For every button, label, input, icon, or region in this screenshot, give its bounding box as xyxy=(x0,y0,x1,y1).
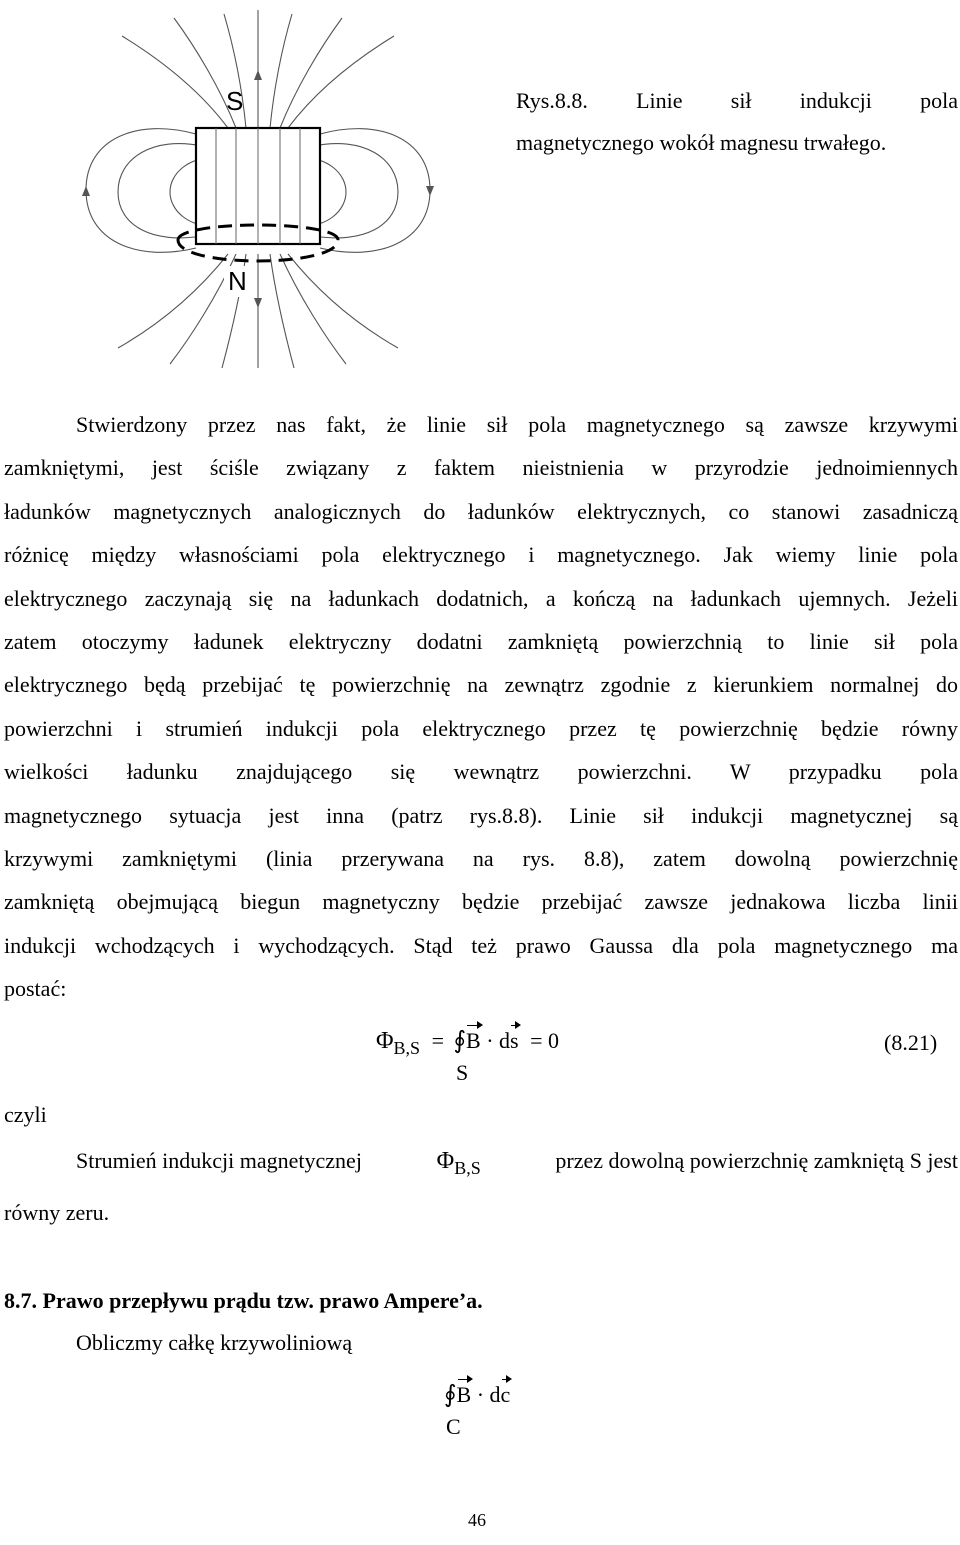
integral-surface-label: S xyxy=(456,1060,469,1085)
paragraph-line: Stwierdzony przez nas fakt, że linie sił pola magnetycznego są zawsze krzywymi xyxy=(76,412,958,437)
paragraph-line: krzywymi zamkniętymi (linia przerywana na rys. 8.8), zatem dowolną powierzchnię xyxy=(4,845,958,871)
figure-caption-line2: magnetycznego wokół magnesu trwałego. xyxy=(516,130,887,155)
section-heading: 8.7. Prawo przepływu prądu tzw. prawo Ampere’a. xyxy=(4,1288,483,1313)
paragraph-line: wielkości ładunku znajdującego się wewnątrz powierzchni. W przypadku pola xyxy=(4,759,958,785)
page-number: 46 xyxy=(468,1510,486,1530)
czyli-text: czyli xyxy=(4,1102,47,1127)
differential-d: d xyxy=(499,1028,511,1053)
equation-8-21 xyxy=(376,1026,560,1058)
paragraph-line: różnicę między własnościami pola elektrycznego i magnetycznego. Jak wiemy linie pola xyxy=(4,542,958,568)
paragraph-line: zamkniętymi, jest ściśle związany z faktem nieistnienia w przyrodzie jednoimiennych xyxy=(4,455,958,481)
field-lines-diagram xyxy=(78,8,438,370)
vector-b: B xyxy=(456,1382,472,1407)
paragraph-line: postać: xyxy=(4,976,67,1002)
paragraph-line: ładunków magnetycznych analogicznych do ładunków elektrycznych, co stanowi zasadniczą xyxy=(4,498,958,524)
contour-integral-symbol: ∮ xyxy=(444,1382,457,1408)
equation-rhs: = 0 xyxy=(530,1028,560,1053)
figure-caption-line1: Rys.8.8. Linie sił indukcji pola xyxy=(516,88,958,113)
differential-d: d xyxy=(489,1382,501,1407)
equation-number: (8.21) xyxy=(884,1030,938,1055)
paragraph-line: magnetycznego sytuacja jest inna (patrz rys.8.8). Linie sił indukcji magnetycznej są xyxy=(4,802,958,828)
vector-s: s xyxy=(510,1028,519,1053)
line-integral-expression xyxy=(444,1380,510,1409)
paragraph-line: elektrycznego zaczynają się na ładunkach dodatnich, a kończą na ładunkach ujemnych. Jeżeli xyxy=(4,585,958,611)
equation-subscript: B,S xyxy=(393,1038,421,1058)
statement-subscript: B,S xyxy=(454,1158,481,1178)
dot-operator: · xyxy=(476,1382,485,1407)
vector-c: c xyxy=(500,1382,511,1407)
pole-label-s: S xyxy=(226,86,244,116)
paragraph-line: indukcji wchodzących i wychodzących. Stąd też prawo Gaussa dla pola magnetycznego ma xyxy=(4,932,958,958)
statement-after: przez dowolną powierzchnię zamkniętą S jest xyxy=(555,1148,958,1173)
statement-line2: równy zeru. xyxy=(4,1200,110,1225)
pole-label-n: N xyxy=(224,266,251,297)
statement-before: Strumień indukcji magnetycznej xyxy=(76,1148,362,1173)
contour-integral-symbol: ∮ xyxy=(453,1028,467,1054)
integral-curve-label: C xyxy=(446,1414,461,1439)
intro-text: Obliczmy całkę krzywoliniową xyxy=(76,1330,353,1355)
equation-equals: = xyxy=(431,1028,444,1053)
paragraph-line: elektrycznego będą przebijać tę powierzchnię na zewnątrz zgodnie z kierunkiem normalnej do xyxy=(4,672,958,698)
statement-line1 xyxy=(76,1148,958,1178)
magnet-field-figure xyxy=(78,8,438,370)
vector-b: B xyxy=(466,1028,481,1053)
paragraph-line: zamkniętą obejmującą biegun magnetyczny będzie przebijać zawsze jednakowa liczba linii xyxy=(4,889,958,915)
equation-phi: Φ xyxy=(376,1028,394,1054)
paragraph-line: powierzchni i strumień indukcji pola elektrycznego przez tę powierzchnię będzie równy xyxy=(4,715,958,741)
main-paragraph xyxy=(4,403,958,1010)
paragraph-line: zatem otoczymy ładunek elektryczny dodatni zamkniętą powierzchnią to linie sił pola xyxy=(4,628,958,654)
dot-operator: · xyxy=(486,1028,494,1053)
statement-phi: Φ xyxy=(436,1148,455,1174)
